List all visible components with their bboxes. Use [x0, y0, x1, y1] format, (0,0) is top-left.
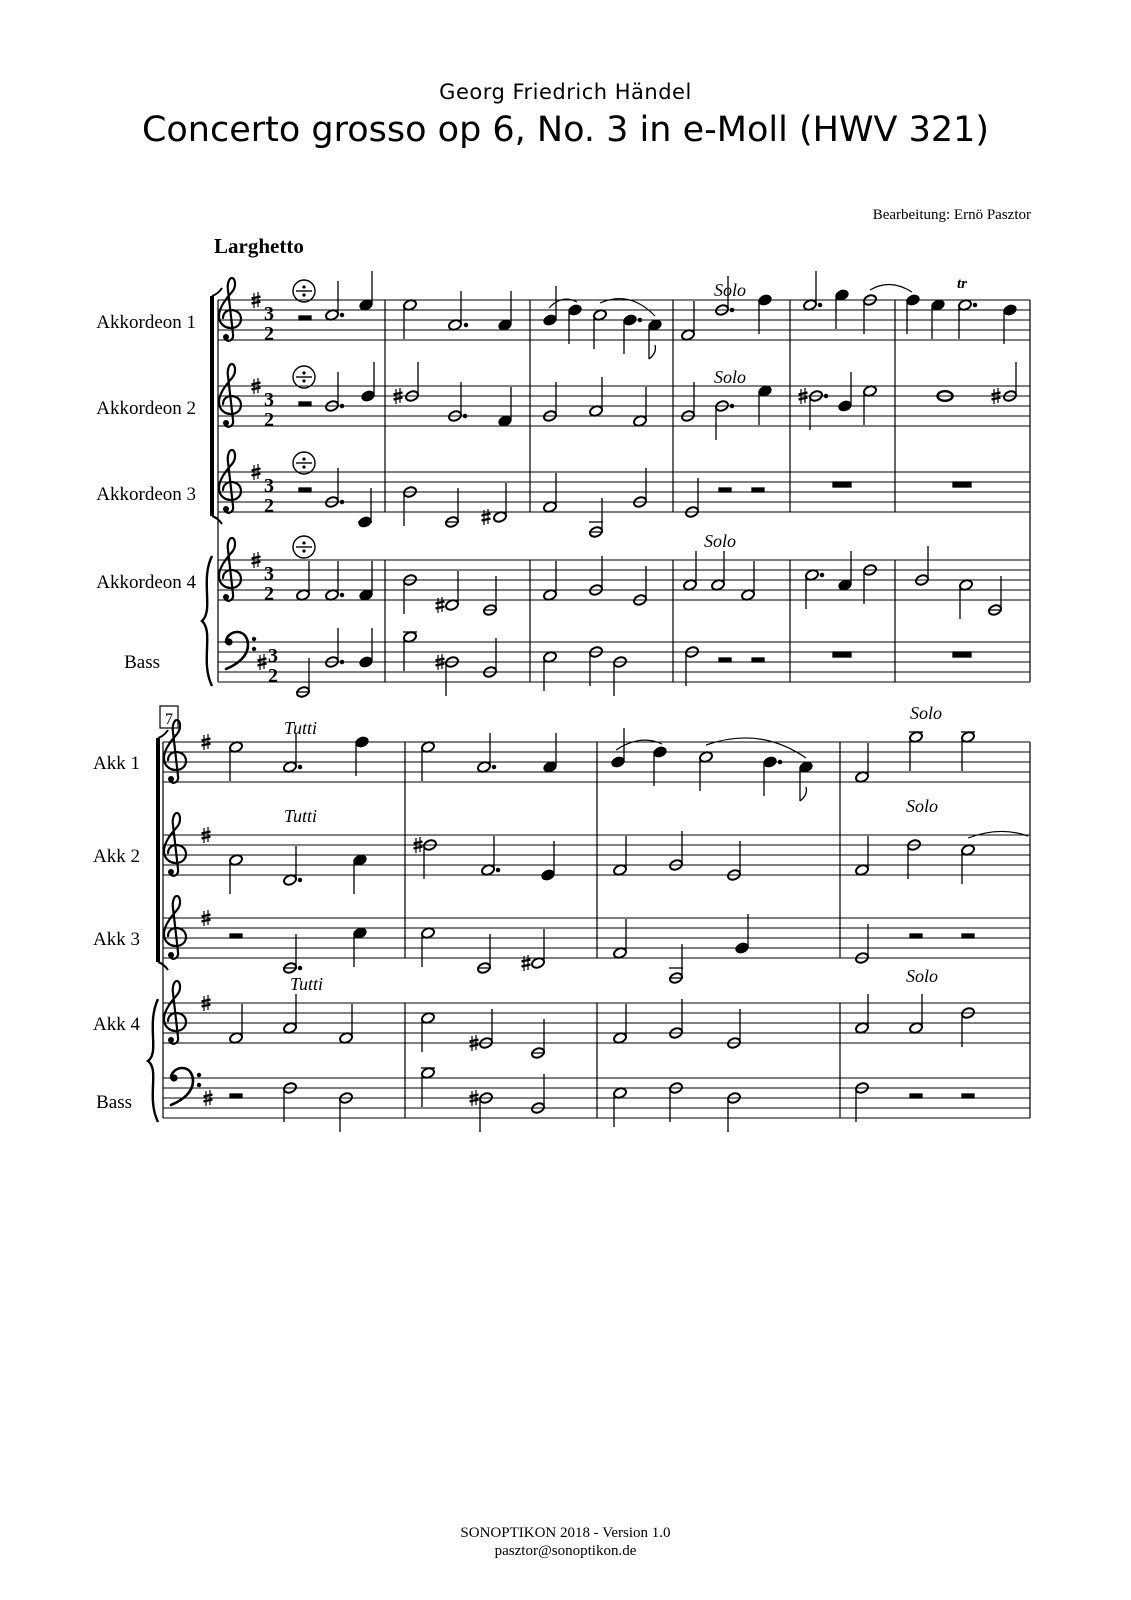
instrument-label: Bass: [124, 652, 160, 673]
svg-text:3: 3: [264, 563, 274, 585]
direction-text: Solo: [714, 367, 747, 387]
arranger-credit: Bearbeitung: Ernö Pasztor: [872, 207, 1031, 223]
footer-email: pasztor@sonoptikon.de: [494, 1543, 637, 1559]
trill-ornament: tr: [957, 276, 968, 292]
instrument-label: Akkordeon 1: [96, 312, 196, 333]
system-2: [148, 706, 1030, 1132]
instrument-label: Bass: [96, 1092, 132, 1113]
svg-text:2: 2: [264, 495, 274, 517]
footer-publisher: SONOPTIKON 2018 - Version 1.0: [460, 1525, 671, 1541]
svg-text:3: 3: [268, 645, 278, 667]
piece-title: Concerto grosso op 6, No. 3 in e-Moll (HWV 321): [141, 110, 990, 150]
instrument-label: Akkordeon 3: [96, 484, 196, 505]
svg-text:3: 3: [264, 303, 274, 325]
measure-number: 7: [165, 711, 173, 728]
instrument-label: Akk 3: [93, 929, 140, 950]
direction-text: Solo: [906, 966, 939, 986]
direction-text: Solo: [704, 531, 737, 551]
instrument-label: Akkordeon 2: [96, 398, 196, 419]
instrument-label: Akk 2: [93, 846, 140, 867]
tempo-marking: Larghetto: [214, 234, 304, 258]
direction-text: Solo: [714, 280, 747, 300]
composer-name: Georg Friedrich Händel: [439, 80, 692, 104]
direction-text: Tutti: [284, 718, 318, 738]
direction-text: Tutti: [290, 974, 324, 994]
footer: [0, 1524, 1131, 1560]
svg-text:2: 2: [264, 323, 274, 345]
direction-text: Solo: [906, 796, 939, 816]
system-1: [202, 271, 1030, 698]
svg-text:2: 2: [264, 409, 274, 431]
instrument-label: Akkordeon 4: [96, 572, 196, 593]
svg-text:2: 2: [264, 583, 274, 605]
instrument-label: Akk 1: [93, 753, 140, 774]
svg-text:3: 3: [264, 475, 274, 497]
svg-text:2: 2: [268, 665, 278, 687]
direction-text: Tutti: [284, 806, 318, 826]
direction-text: Solo: [910, 703, 943, 723]
instrument-label: Akk 4: [93, 1014, 140, 1035]
svg-text:3: 3: [264, 389, 274, 411]
